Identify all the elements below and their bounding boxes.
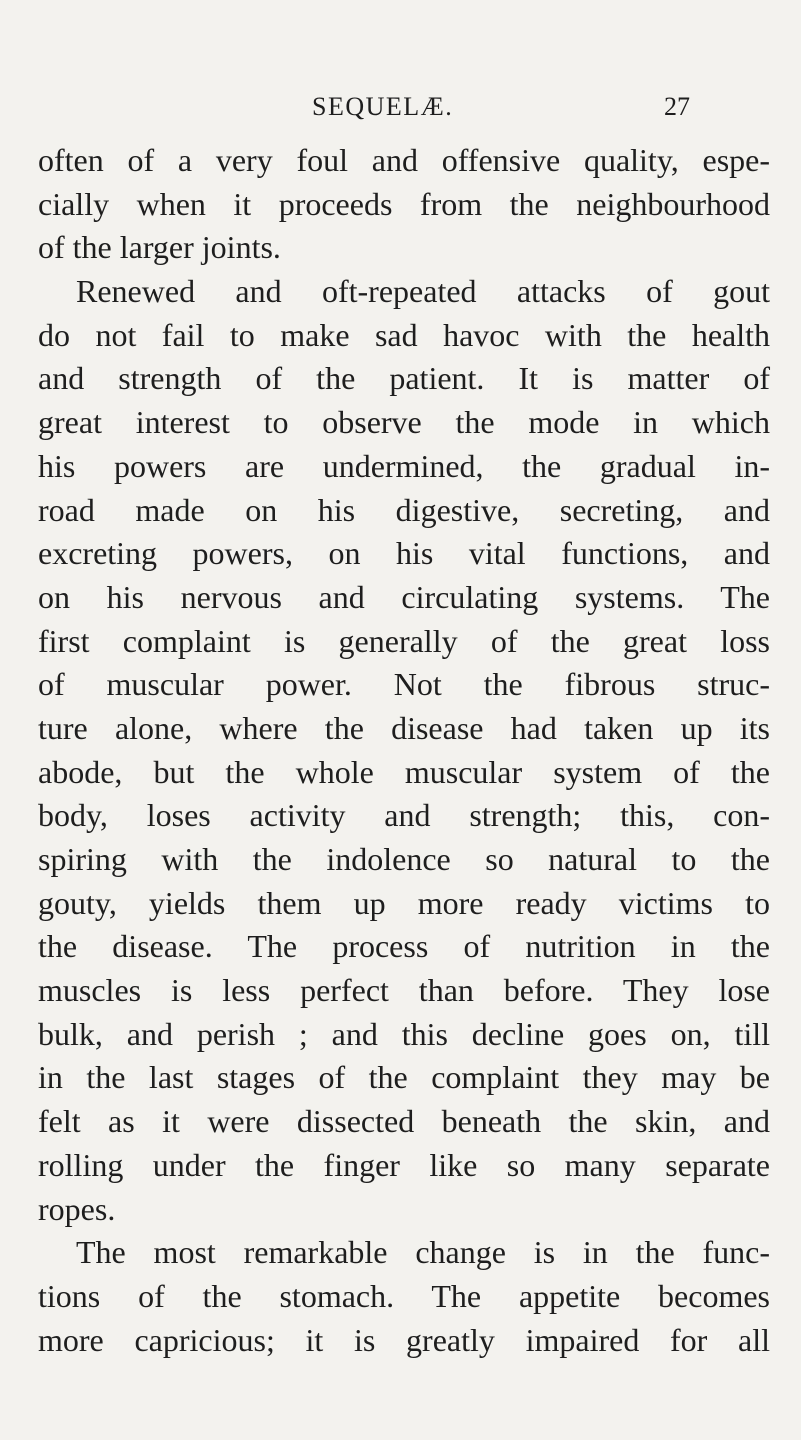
text-line: often of a very foul and offensive quality, espe-: [38, 142, 770, 178]
text-line: his powers are undermined, the gradual in-: [38, 447, 770, 484]
running-head: SEQUELÆ.: [312, 92, 454, 121]
text-line: and strength of the patient. It is matter of: [38, 360, 770, 397]
text-line: Renewed and oft-repeated attacks of gout: [76, 273, 770, 310]
text-line: ropes.: [38, 1190, 116, 1227]
text-line: excreting powers, on his vital functions, and: [38, 535, 770, 572]
text-line: on his nervous and circulating systems. The: [38, 578, 770, 615]
text-line: spiring with the indolence so natural to the: [38, 841, 770, 877]
text-line: The most remarkable change is in the func-: [76, 1234, 770, 1271]
body-text: [38, 139, 770, 1362]
text-line: more capricious; it is greatly impaired for all: [38, 1321, 770, 1358]
text-line: rolling under the finger like so many separate: [38, 1146, 770, 1183]
text-line: gouty, yields them up more ready victims to: [38, 884, 770, 921]
text-line: abode, but the whole muscular system of the: [38, 753, 770, 790]
text-line: body, loses activity and strength; this, con-: [38, 797, 770, 834]
page-header: [0, 92, 801, 132]
text-line: the disease. The process of nutrition in the: [38, 928, 770, 965]
page-number: 27: [664, 92, 690, 121]
text-line: great interest to observe the mode in which: [38, 404, 770, 441]
text-line: cially when it proceeds from the neighbourhood: [38, 185, 770, 222]
text-line: tions of the stomach. The appetite becomes: [38, 1277, 770, 1314]
text-line: felt as it were dissected beneath the skin, and: [38, 1103, 770, 1140]
text-line: road made on his digestive, secreting, and: [38, 491, 770, 528]
text-line: do not fail to make sad havoc with the health: [38, 316, 770, 353]
text-line: first complaint is generally of the great loss: [38, 622, 770, 659]
text-line: ture alone, where the disease had taken up its: [38, 709, 770, 746]
text-line: bulk, and perish ; and this decline goes on, till: [38, 1015, 770, 1052]
text-line: in the last stages of the complaint they may be: [38, 1059, 770, 1096]
text-line: of muscular power. Not the fibrous struc-: [38, 666, 770, 703]
text-line: muscles is less perfect than before. They lose: [38, 972, 770, 1009]
text-line: of the larger joints.: [38, 229, 281, 266]
